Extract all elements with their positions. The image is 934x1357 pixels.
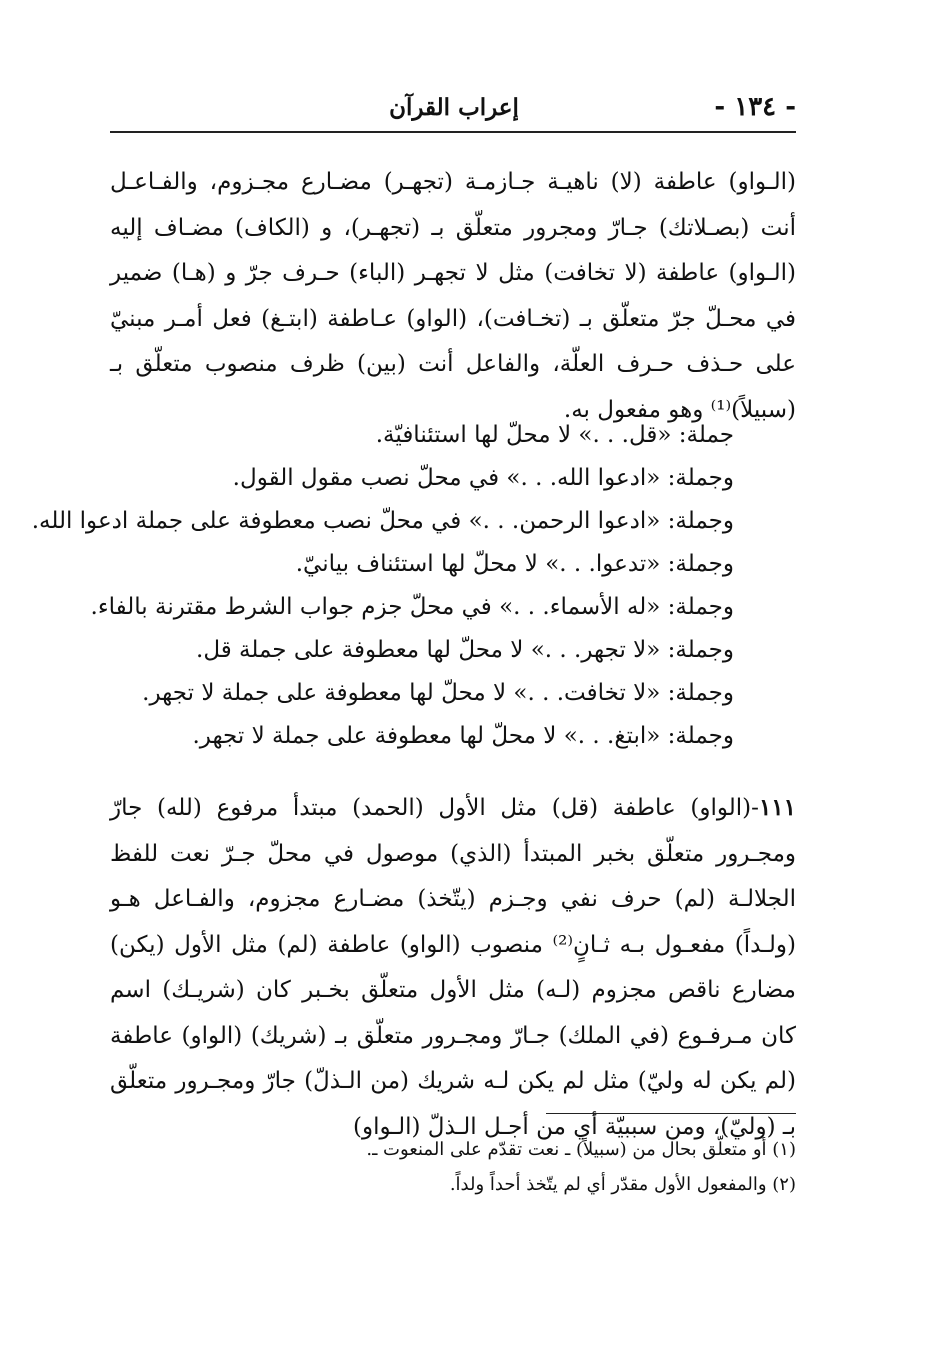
sentence-item: جملة: «قل. . .» لا محلّ لها استئنافيّة. — [375, 422, 734, 448]
paragraph-1 — [110, 160, 796, 433]
footnote-2: (٢) والمفعول الأول مقدّر أي لم يتّخذ أحداً ولداً. — [449, 1174, 796, 1195]
sentence-item: وجملة: «ابتغ. . .» لا محلّ لها معطوفة على جملة لا تجهر. — [192, 723, 734, 749]
sentence-item: وجملة: «لا تجهر. . .» لا محلّ لها معطوفة على جملة قل. — [196, 637, 734, 663]
footnote-1: (١) أو متعلّق بحال من (سبيلاً) ـ نعت تقدّم على المنعوت ـ. — [366, 1139, 796, 1160]
sentence-item: وجملة: «لا تخافت. . .» لا محلّ لها معطوفة على جملة لا تجهر. — [142, 680, 734, 706]
paragraph-2 — [110, 785, 796, 1150]
sentence-item: وجملة: «ادعوا الله. . .» في محلّ نصب مقول القول. — [232, 465, 734, 491]
sentence-item: وجملة: «له الأسماء. . .» في محلّ جزم جواب الشرط مقترنة بالفاء. — [90, 594, 734, 620]
paragraph-2-body — [110, 785, 796, 1150]
header-divider — [110, 131, 796, 133]
paragraph-1-text: (الـواو) عاطفة (لا) ناهيـة جـازمـة (تجهـر) مضـارع مجـزوم، والفـاعـل أنت (بصـلاتك) جـارّ ومجرور متعلّق بـ (تجهـر)، و (الكاف) مضـاف إليه (الـواو) عاطفة (لا تخافت) مثل لا تجهـر (الباء) حـرف جرّ و (هـا) ضمير في محـلّ جرّ متعلّق بـ (تخـافت)، (الواو) عـاطفة (ابتـغ) فعل أمـر مبنيّ على حـذف حـرف العلّة، والفاعل أنت (بين) ظرف منصوب متعلّق بـ (سبيلاً)⁽¹⁾ وهو مفعول به. — [110, 169, 796, 423]
page-header — [112, 92, 796, 126]
running-title: إعراب القرآن — [389, 94, 519, 121]
paragraph-2-text: -(الواو) عاطفة (قل) مثل الأول (الحمد) مبتدأ مرفوع (لله) جارّ ومجـرور متعلّق بخبر المبتدأ (الذي) موصول في محلّ جـرّ نعت للفظ الجلالـة (لم) حرف نفي وجـزم (يتّخذ) مضـارع مجزوم، والفـاعل هـو (ولـداً) مفعـول بـه ثـانٍ⁽²⁾ منصوب (الواو) عاطفة (لم) مثل الأول (يكن) مضارع ناقص مجزوم (لـه) مثل الأول متعلّق بخـبر كان (شريـك) اسم كان مـرفـوع (في الملك) جـارّ ومجـرور متعلّق بـ (شريك) (الواو) عاطفة (لم يكن له وليّ) مثل لم يكن لـه شريك (من الـذلّ) جارّ ومجـرور متعلّق بـ (وليّ)، ومن سببيّة أي من أجـل الـذلّ (الـواو) — [110, 795, 797, 1140]
sentence-item: وجملة: «تدعوا. . .» لا محلّ لها استئناف بيانيّ. — [295, 551, 734, 577]
verse-number: ١١١ — [758, 794, 796, 821]
sentence-item: وجملة: «ادعوا الرحمن. . .» في محلّ نصب معطوفة على جملة ادعوا الله. — [31, 508, 734, 534]
page-number: - ١٣٤ - — [714, 92, 796, 122]
footnotes — [366, 1132, 796, 1202]
sentence-list — [32, 414, 734, 758]
footnote-divider — [546, 1113, 796, 1114]
